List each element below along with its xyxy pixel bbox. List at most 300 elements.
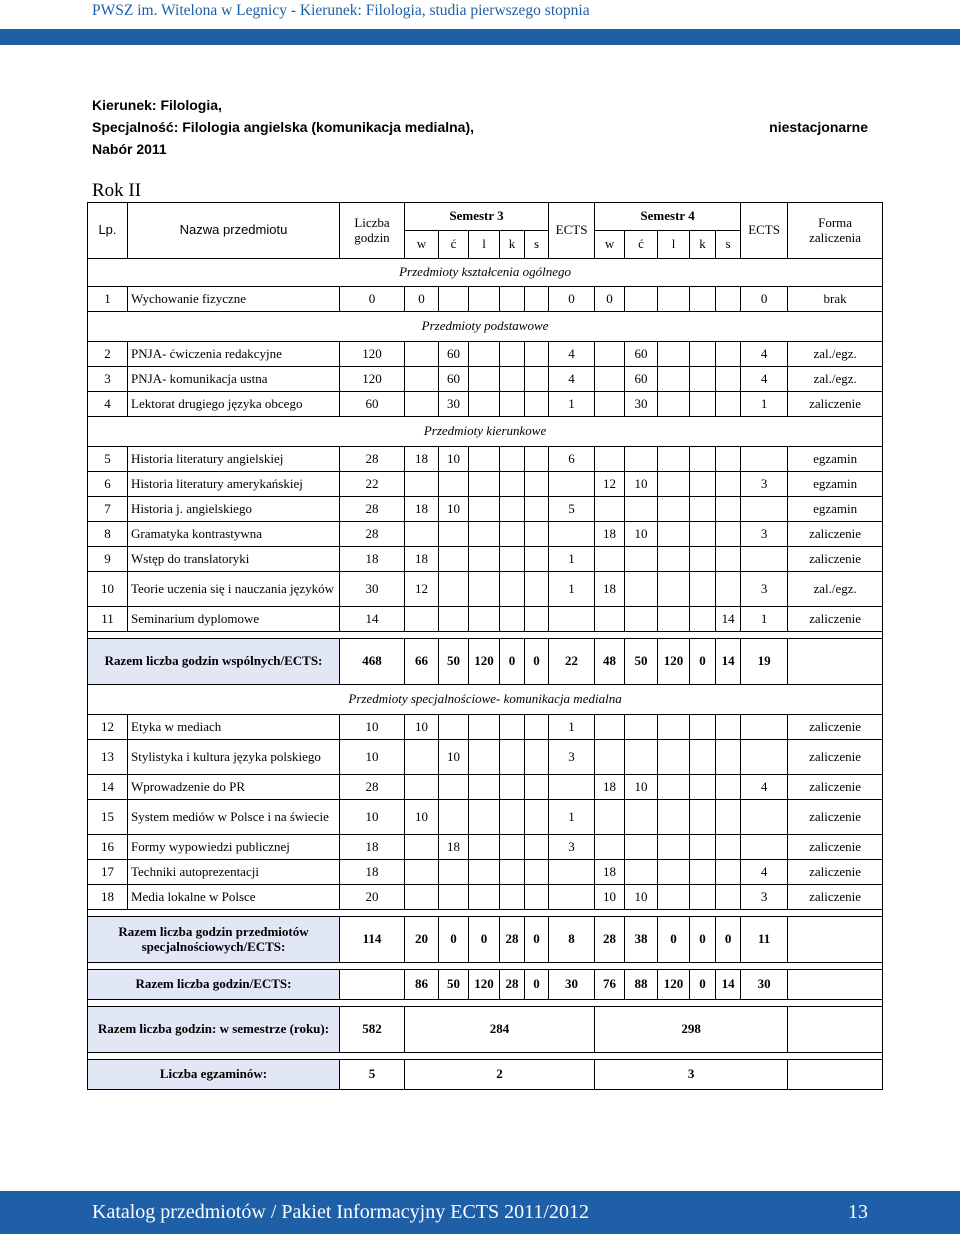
course-cell [690,835,716,860]
course-name: PNJA- komunikacja ustna [128,367,340,392]
course-row [88,835,883,860]
course-cell [658,715,690,740]
course-cell: 4 [549,342,595,367]
course-cell [741,835,788,860]
header-sub-s: s [716,231,741,259]
spacer-row [88,1053,883,1060]
summary-cell-specjalnosciowe: 28 [500,917,525,963]
course-cell: zaliczenie [788,885,883,910]
course-cell [625,715,658,740]
course-row [88,522,883,547]
course-name: Media lokalne w Polsce [128,885,340,910]
course-cell [625,447,658,472]
course-cell: 10 [340,715,405,740]
course-cell: 10 [625,775,658,800]
course-row [88,860,883,885]
summary-cell-specjalnosciowe: 38 [625,917,658,963]
course-cell [690,392,716,417]
summary-cell-razem: 30 [741,970,788,1000]
header-ects-3: ECTS [549,203,595,259]
course-lp: 8 [88,522,128,547]
header-semester-3: Semestr 3 [405,203,549,231]
course-name: PNJA- ćwiczenia redakcyjne [128,342,340,367]
course-cell: 18 [595,572,625,607]
summary-cell-specjalnosciowe: 114 [340,917,405,963]
course-cell: 28 [340,497,405,522]
summary-cell-specjalnosciowe: 28 [595,917,625,963]
course-cell: zaliczenie [788,740,883,775]
summary-cell-wspolne: 120 [469,639,500,685]
course-cell [741,547,788,572]
course-cell [716,715,741,740]
course-row [88,342,883,367]
course-cell: 28 [340,447,405,472]
course-lp: 10 [88,572,128,607]
course-cell: 1 [549,392,595,417]
course-name: Lektorat drugiego języka obcego [128,392,340,417]
course-cell [658,522,690,547]
course-cell [439,800,469,835]
course-cell [549,775,595,800]
course-cell: 30 [439,392,469,417]
course-cell: 10 [625,522,658,547]
course-cell: zaliczenie [788,800,883,835]
course-cell: 1 [549,800,595,835]
course-cell [658,342,690,367]
course-cell: zaliczenie [788,547,883,572]
course-cell: 14 [340,607,405,632]
course-cell: zaliczenie [788,607,883,632]
summary-cell-razem: 120 [469,970,500,1000]
course-name: System mediów w Polsce i na świecie [128,800,340,835]
summary-cell-razem: 30 [549,970,595,1000]
course-name: Formy wypowiedzi publicznej [128,835,340,860]
header-sub-s: s [525,231,549,259]
course-cell [658,835,690,860]
summary-sem3-semestrze: 284 [405,1007,595,1053]
course-cell [525,497,549,522]
summary-cell-specjalnosciowe: 0 [469,917,500,963]
summary-cell-specjalnosciowe: 0 [690,917,716,963]
course-name: Historia literatury amerykańskiej [128,472,340,497]
course-cell [690,775,716,800]
course-cell [658,392,690,417]
course-row [88,607,883,632]
course-cell [658,885,690,910]
summary-cell-wspolne: 120 [658,639,690,685]
course-cell [439,472,469,497]
course-cell [525,835,549,860]
course-cell [469,800,500,835]
spacer-row [88,910,883,917]
course-cell [595,497,625,522]
course-cell: 30 [340,572,405,607]
section-podstawowe: Przedmioty podstawowe [88,312,883,342]
course-cell [595,800,625,835]
course-cell: 120 [340,367,405,392]
header-sub-w: w [595,231,625,259]
course-cell: 18 [340,835,405,860]
summary-cell-wspolne: 468 [340,639,405,685]
course-cell: 22 [340,472,405,497]
course-cell [405,885,439,910]
course-cell [469,447,500,472]
course-row [88,740,883,775]
course-cell: zaliczenie [788,835,883,860]
course-cell: 18 [405,497,439,522]
summary-cell-razem: 88 [625,970,658,1000]
course-name: Etyka w mediach [128,715,340,740]
course-cell [658,860,690,885]
course-cell: zaliczenie [788,392,883,417]
course-cell [595,367,625,392]
summary-cell-razem: 50 [439,970,469,1000]
course-cell [439,547,469,572]
footer-bar [0,1191,960,1234]
course-cell: 6 [549,447,595,472]
course-cell [500,885,525,910]
course-cell [405,607,439,632]
course-cell [549,885,595,910]
course-cell [690,497,716,522]
course-cell [500,342,525,367]
header-sub-k: k [690,231,716,259]
course-cell: egzamin [788,447,883,472]
course-cell: 60 [340,392,405,417]
course-cell [469,572,500,607]
course-lp: 4 [88,392,128,417]
course-cell [716,367,741,392]
course-cell [525,572,549,607]
course-cell [525,607,549,632]
course-cell [469,860,500,885]
header-hours [340,203,405,259]
course-cell: zal./egz. [788,367,883,392]
course-cell: 18 [595,522,625,547]
course-cell [741,715,788,740]
course-cell [500,287,525,312]
course-cell [500,715,525,740]
course-cell [469,392,500,417]
course-cell: zal./egz. [788,342,883,367]
course-cell: 10 [340,800,405,835]
course-row [88,547,883,572]
course-cell [716,572,741,607]
course-cell [625,547,658,572]
course-cell [439,775,469,800]
course-cell [439,572,469,607]
course-cell [469,342,500,367]
summary-forma-wspolne [788,639,883,685]
header-sub-w: w [405,231,439,259]
course-cell [469,547,500,572]
course-cell: zaliczenie [788,715,883,740]
summary-cell-razem [340,970,405,1000]
course-cell [658,287,690,312]
course-lp: 5 [88,447,128,472]
course-cell: 10 [439,447,469,472]
course-cell: 4 [741,367,788,392]
course-cell [525,800,549,835]
course-cell: 14 [716,607,741,632]
course-cell: 3 [741,522,788,547]
section-kierunkowe: Przedmioty kierunkowe [88,417,883,447]
course-name: Teorie uczenia się i nauczania języków [128,572,340,607]
course-lp: 1 [88,287,128,312]
course-cell: 60 [439,367,469,392]
course-cell [658,472,690,497]
course-cell [439,860,469,885]
course-cell [525,472,549,497]
summary-forma-egzaminy [788,1060,883,1090]
course-cell: 12 [595,472,625,497]
course-cell [500,835,525,860]
summary-cell-specjalnosciowe: 11 [741,917,788,963]
course-cell: 3 [741,572,788,607]
course-cell: 1 [549,572,595,607]
course-cell [716,522,741,547]
course-cell [469,367,500,392]
course-cell: egzamin [788,472,883,497]
course-cell: 3 [549,835,595,860]
summary-sem4-egzaminy: 3 [595,1060,788,1090]
course-cell [500,472,525,497]
course-cell [595,447,625,472]
header-sub-ć: ć [439,231,469,259]
course-cell [469,715,500,740]
course-cell [500,860,525,885]
course-cell [525,740,549,775]
course-cell: 0 [549,287,595,312]
course-row [88,367,883,392]
course-cell: 18 [595,775,625,800]
course-cell [500,497,525,522]
course-cell: 4 [549,367,595,392]
course-cell [625,835,658,860]
course-cell: 1 [549,715,595,740]
spacer-row [88,632,883,639]
document-running-title: PWSZ im. Witelona w Legnicy - Kierunek: Filologia, studia pierwszego stopnia [92,2,590,19]
summary-cell-specjalnosciowe: 0 [525,917,549,963]
header-hours-l2: godzin [354,229,390,245]
course-cell [500,740,525,775]
summary-cell-wspolne: 48 [595,639,625,685]
course-lp: 17 [88,860,128,885]
course-cell: 18 [439,835,469,860]
course-cell: 10 [439,740,469,775]
summary-label-wspolne: Razem liczba godzin wspólnych/ECTS: [88,639,340,685]
course-lp: 6 [88,472,128,497]
course-cell: 10 [595,885,625,910]
course-cell [525,547,549,572]
course-cell [658,572,690,607]
course-lp: 18 [88,885,128,910]
course-cell: 10 [340,740,405,775]
course-cell: 3 [741,472,788,497]
summary-cell-razem: 120 [658,970,690,1000]
course-cell [716,800,741,835]
header-sub-l: l [658,231,690,259]
course-cell [690,885,716,910]
summary-cell-wspolne: 0 [500,639,525,685]
course-cell [549,860,595,885]
course-cell [405,860,439,885]
course-cell [625,607,658,632]
course-row [88,885,883,910]
header-name: Nazwa przedmiotu [128,203,340,259]
course-cell: 3 [549,740,595,775]
course-cell: 28 [340,775,405,800]
course-cell: egzamin [788,497,883,522]
course-name: Wprowadzenie do PR [128,775,340,800]
course-cell: 18 [405,547,439,572]
course-cell [716,392,741,417]
course-cell [716,860,741,885]
summary-label-semestrze: Razem liczba godzin: w semestrze (roku): [88,1007,340,1053]
summary-cell-razem: 0 [525,970,549,1000]
footer-catalog-title: Katalog przedmiotów / Pakiet Informacyjny ECTS 2011/2012 [92,1201,589,1223]
course-cell [469,497,500,522]
course-cell [439,885,469,910]
course-cell [469,835,500,860]
course-cell [658,497,690,522]
course-cell [525,522,549,547]
course-cell: 10 [625,885,658,910]
course-cell [625,572,658,607]
course-cell [690,860,716,885]
course-cell [500,775,525,800]
course-lp: 12 [88,715,128,740]
course-cell [500,392,525,417]
summary-forma-semestrze [788,1007,883,1053]
course-cell: 120 [340,342,405,367]
course-cell [525,775,549,800]
course-cell [690,800,716,835]
course-lp: 3 [88,367,128,392]
course-row [88,572,883,607]
course-row [88,715,883,740]
course-cell [469,607,500,632]
course-lp: 16 [88,835,128,860]
course-cell [625,287,658,312]
course-cell [500,547,525,572]
course-cell [469,287,500,312]
course-cell: 60 [625,367,658,392]
summary-total-semestrze: 582 [340,1007,405,1053]
course-cell [690,715,716,740]
course-cell [405,835,439,860]
header-forma [788,203,883,259]
course-cell: 0 [340,287,405,312]
course-cell: 60 [625,342,658,367]
course-row [88,472,883,497]
course-cell [690,572,716,607]
summary-cell-razem: 28 [500,970,525,1000]
course-cell [690,740,716,775]
course-cell [690,607,716,632]
summary-cell-specjalnosciowe: 8 [549,917,595,963]
course-lp: 13 [88,740,128,775]
course-cell: 4 [741,860,788,885]
course-cell: 1 [549,547,595,572]
course-cell [658,775,690,800]
course-cell: 18 [405,447,439,472]
course-lp: 15 [88,800,128,835]
course-name: Wychowanie fizyczne [128,287,340,312]
section-ogolne: Przedmioty kształcenia ogólnego [88,259,883,287]
course-cell [525,860,549,885]
course-cell [716,835,741,860]
summary-sem3-egzaminy: 2 [405,1060,595,1090]
course-cell [716,740,741,775]
summary-cell-razem: 86 [405,970,439,1000]
summary-cell-wspolne: 50 [625,639,658,685]
course-name: Seminarium dyplomowe [128,607,340,632]
course-cell: 10 [405,715,439,740]
course-cell: 4 [741,775,788,800]
course-cell [690,367,716,392]
course-cell [500,572,525,607]
course-row [88,392,883,417]
summary-label-razem: Razem liczba godzin/ECTS: [88,970,340,1000]
summary-label-specjalnosciowe: Razem liczba godzin przedmiotów specjalnościowych/ECTS: [88,917,340,963]
course-cell [405,472,439,497]
course-cell: 3 [741,885,788,910]
course-cell [716,885,741,910]
course-cell [690,472,716,497]
header-sub-ć: ć [625,231,658,259]
course-cell [469,472,500,497]
summary-cell-wspolne: 14 [716,639,741,685]
header-sub-k: k [500,231,525,259]
course-cell: 10 [439,497,469,522]
course-cell [500,607,525,632]
summary-cell-specjalnosciowe: 20 [405,917,439,963]
summary-forma-specjalnosciowe [788,917,883,963]
course-row [88,497,883,522]
course-row [88,800,883,835]
course-cell: 1 [741,392,788,417]
course-cell [595,342,625,367]
header-sub-l: l [469,231,500,259]
course-cell: 4 [741,342,788,367]
summary-cell-wspolne: 0 [525,639,549,685]
course-cell: zaliczenie [788,860,883,885]
course-cell [716,472,741,497]
summary-cell-razem: 0 [690,970,716,1000]
course-cell [469,885,500,910]
course-cell: 5 [549,497,595,522]
summary-cell-wspolne: 22 [549,639,595,685]
course-cell [405,392,439,417]
course-cell [525,392,549,417]
course-cell [716,497,741,522]
course-cell [716,342,741,367]
course-cell: 60 [439,342,469,367]
course-cell [741,497,788,522]
course-cell [405,342,439,367]
header-lp: Lp. [88,203,128,259]
course-cell [469,740,500,775]
course-row [88,447,883,472]
year-heading: Rok II [92,180,142,201]
header-forma-l2: zaliczenia [809,229,862,245]
course-cell [658,547,690,572]
course-cell [500,522,525,547]
summary-sem4-semestrze: 298 [595,1007,788,1053]
course-cell [525,287,549,312]
top-color-bar [0,29,960,45]
